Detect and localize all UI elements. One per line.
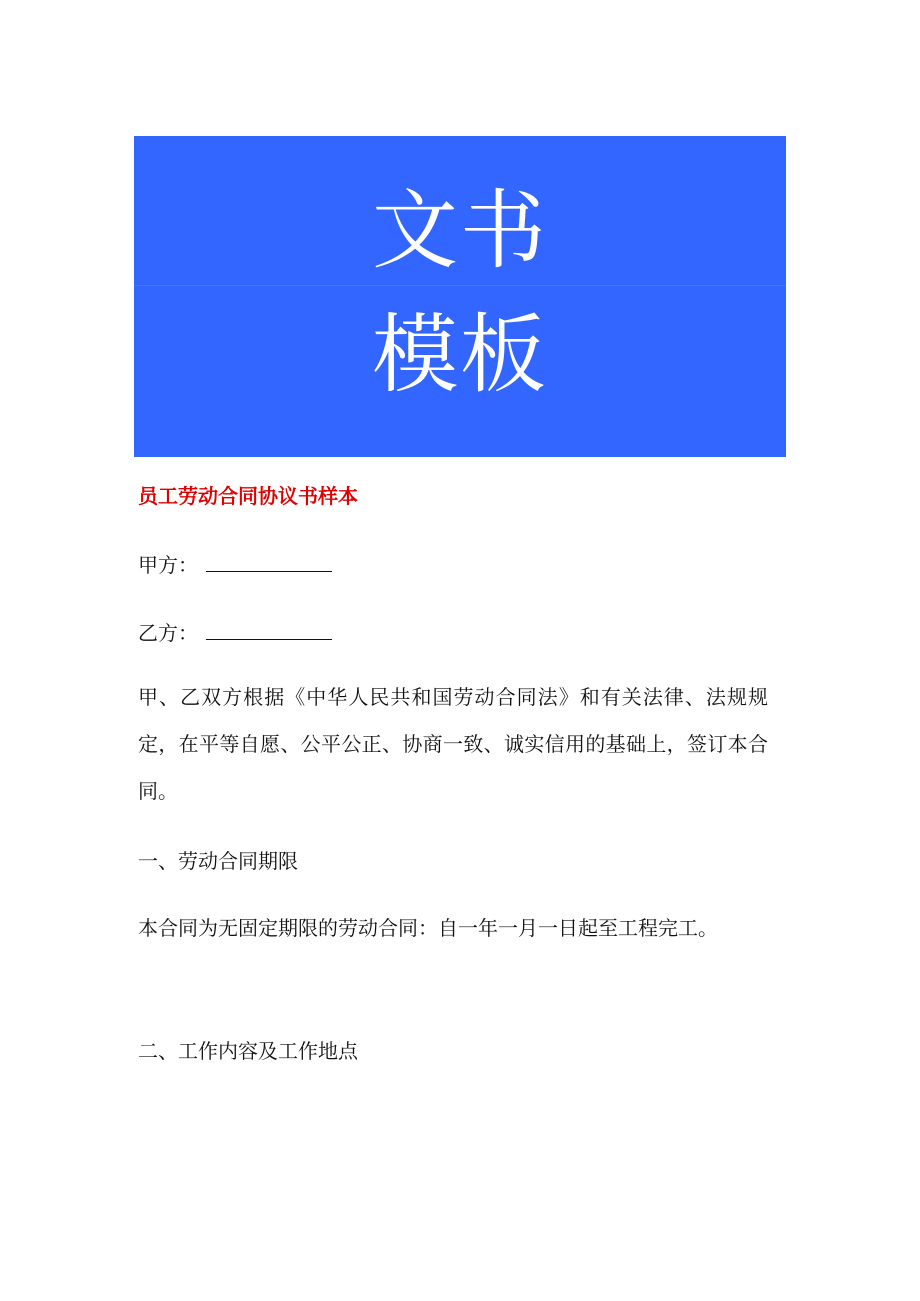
party-a-blank-field[interactable] [206,549,332,572]
banner-divider [134,285,786,286]
section-heading-work-content: 二、工作内容及工作地点 [138,1039,358,1063]
party-b-label: 乙方： [138,621,198,645]
party-a-label: 甲方： [138,553,198,577]
party-b-blank-field[interactable] [206,617,332,640]
banner-title-line-2: 模板 [372,305,548,405]
party-a-line [138,549,332,579]
cover-banner [134,136,786,457]
document-title: 员工劳动合同协议书样本 [138,484,358,508]
intro-paragraph: 甲、乙双方根据《中华人民共和国劳动合同法》和有关法律、法规规定，在平等自愿、公平公正、协商一致、诚实信用的基础上，签订本合同。 [138,685,768,803]
section-heading-contract-term: 一、劳动合同期限 [138,849,298,873]
banner-title-line-1: 文书 [372,181,548,281]
party-b-line [138,617,332,647]
contract-term-paragraph: 本合同为无固定期限的劳动合同：自一年一月一日起至工程完工。 [138,916,718,940]
